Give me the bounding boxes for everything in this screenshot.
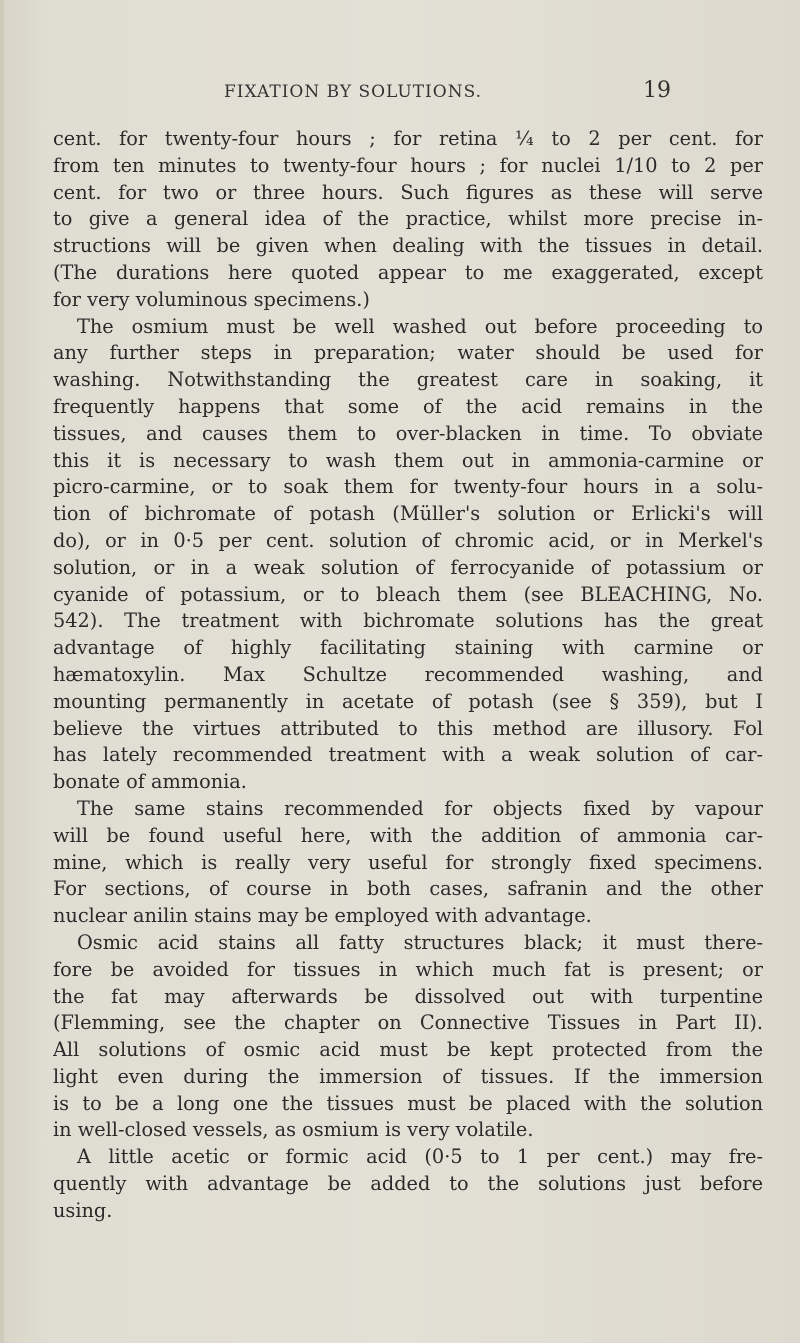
text-line: tissues, and causes them to over-blacken in time. To obviate bbox=[53, 421, 763, 445]
text-line: The same stains recommended for objects fixed by vapour bbox=[77, 796, 763, 820]
text-line: the fat may afterwards be dissolved out with turpentine bbox=[53, 984, 763, 1008]
text-line: Osmic acid stains all fatty structures black; it must there- bbox=[77, 930, 763, 954]
text-line: any further steps in preparation; water should be used for bbox=[53, 341, 763, 365]
page-gutter-edge bbox=[0, 0, 4, 1343]
text-line: cyanide of potassium, or to bleach them (see BLEACHING, No. bbox=[53, 582, 763, 606]
text-line: this it is necessary to wash them out in ammonia-carmine or bbox=[53, 448, 763, 472]
text-line: mine, which is really very useful for strongly fixed specimens. bbox=[53, 850, 763, 874]
text-line: will be found useful here, with the addition of ammonia car- bbox=[53, 823, 763, 847]
text-line: in well-closed vessels, as osmium is very volatile. bbox=[53, 1118, 534, 1142]
text-line: to give a general idea of the practice, whilst more precise in- bbox=[53, 207, 763, 231]
text-line: A little acetic or formic acid (0·5 to 1 per cent.) may fre- bbox=[77, 1145, 763, 1169]
text-line: quently with advantage be added to the solutions just before bbox=[53, 1172, 763, 1196]
text-line: for very voluminous specimens.) bbox=[53, 287, 370, 311]
text-line: The osmium must be well washed out before proceeding to bbox=[77, 314, 763, 338]
text-line: cent. for twenty-four hours ; for retina ¼ to 2 per cent. for bbox=[53, 127, 763, 150]
text-line: hæmatoxylin. Max Schultze recommended washing, and bbox=[53, 662, 763, 686]
text-line: frequently happens that some of the acid remains in the bbox=[53, 394, 763, 418]
text-line: do), or in 0·5 per cent. solution of chromic acid, or in Merkel's bbox=[53, 528, 763, 552]
text-line: believe the virtues attributed to this method are illusory. Fol bbox=[53, 716, 763, 740]
text-line: structions will be given when dealing with the tissues in detail. bbox=[53, 234, 763, 258]
text-line: nuclear anilin stains may be employed with advantage. bbox=[53, 904, 592, 928]
text-line: mounting permanently in acetate of potash (see § 359), but I bbox=[53, 689, 763, 713]
text-line: fore be avoided for tissues in which much fat is present; or bbox=[53, 957, 763, 981]
text-line: All solutions of osmic acid must be kept protected from the bbox=[53, 1038, 763, 1062]
text-line: (Flemming, see the chapter on Connective Tissues in Part II). bbox=[53, 1011, 763, 1035]
text-line: washing. Notwithstanding the greatest care in soaking, it bbox=[53, 368, 763, 392]
text-line: For sections, of course in both cases, safranin and the other bbox=[53, 877, 763, 901]
text-line: picro-carmine, or to soak them for twenty-four hours in a solu- bbox=[53, 475, 763, 499]
text-line: 542). The treatment with bichromate solutions has the great bbox=[53, 609, 763, 633]
text-line: solution, or in a weak solution of ferrocyanide of potassium or bbox=[53, 555, 763, 579]
text-line: using. bbox=[53, 1198, 113, 1222]
text-line: light even during the immersion of tissues. If the immersion bbox=[53, 1064, 763, 1088]
text-line: has lately recommended treatment with a weak solution of car- bbox=[53, 743, 763, 767]
page-number: 19 bbox=[643, 78, 671, 103]
text-line: bonate of ammonia. bbox=[53, 770, 247, 794]
text-line: from ten minutes to twenty-four hours ; for nuclei 1/10 to 2 per bbox=[53, 153, 763, 177]
text-line: (The durations here quoted appear to me exaggerated, except bbox=[53, 260, 763, 284]
text-line: is to be a long one the tissues must be placed with the solution bbox=[53, 1091, 763, 1115]
running-title: FIXATION BY SOLUTIONS. bbox=[224, 82, 483, 102]
text-line: advantage of highly facilitating staining with carmine or bbox=[53, 636, 763, 660]
text-line: cent. for two or three hours. Such figures as these will serve bbox=[53, 180, 763, 204]
text-line: tion of bichromate of potash (Müller's solution or Erlicki's will bbox=[53, 502, 763, 526]
body-text bbox=[53, 126, 763, 1225]
